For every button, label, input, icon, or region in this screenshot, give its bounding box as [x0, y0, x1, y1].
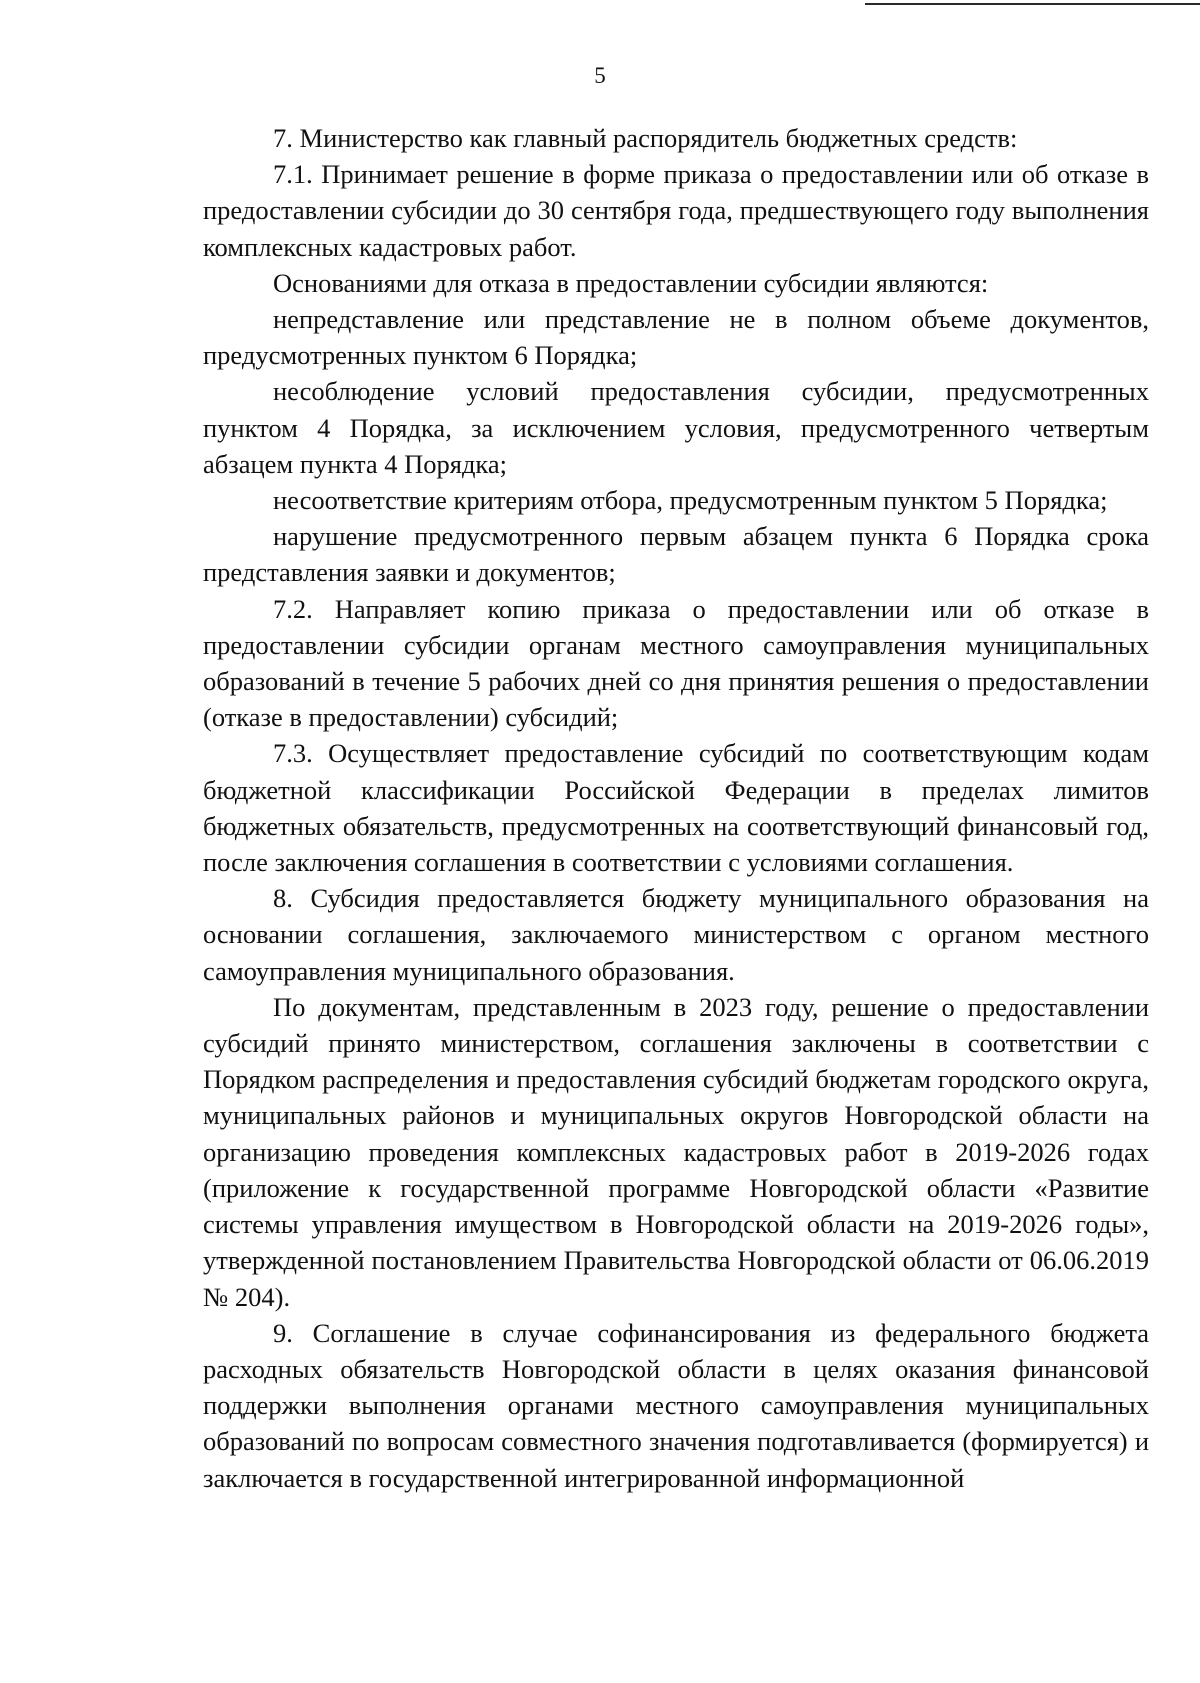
paragraph-7-1: 7.1. Принимает решение в форме приказа о предоставлении или об отказе в предоставлении субсидии до 30 сентября года, предшествующего году выполнения комплексных кадастровых работ. [203, 159, 1149, 262]
paragraph-8: 8. Субсидия предоставляется бюджету муниципального образования на основании соглашения, заключаемого министерством с органом местного самоуправления муниципального образования. [203, 883, 1149, 986]
scan-edge-line [865, 3, 1200, 5]
paragraph-ground-criteria: несоответствие критериям отбора, предусмотренным пунктом 5 Порядка; [273, 485, 1108, 516]
paragraph-7: 7. Министерство как главный распорядитель бюджетных средств: [273, 123, 1018, 153]
paragraph-2023-documents: По документам, представленным в 2023 году, решение о предоставлении субсидий принято министерством, соглашения заключены в соответствии с Порядком распределения и предоставления субсидий бюджетам городского округа, муниципальных районов и муниципальных округов Новгородской области на организацию проведения комплексных кадастровых работ в 2019-2026 годах (приложение к государственной программе Новгородской области «Развитие системы управления имуществом в Новгородской области на 2019-2026 годы», утвержденной постановлением Правительства Новгородской области от 06.06.2019 № 204). [203, 991, 1149, 1312]
paragraph-refusal-grounds: Основаниями для отказа в предоставлении субсидии являются: [273, 267, 989, 298]
paragraph-7-3: 7.3. Осуществляет предоставление субсидий по соответствующим кодам бюджетной классификации Российской Федерации в пределах лимитов бюджетных обязательств, предусмотренных на соответствующий финансовый год, после заключения соглашения в соответствии с условиями соглашения. [203, 738, 1149, 878]
paragraph-ground-conditions: несоблюдение условий предоставления субсидии, предусмотренных пунктом 4 Порядка, за исключением условия, предусмотренного четвертым абзацем пункта 4 Порядка; [203, 376, 1149, 479]
paragraph-9: 9. Соглашение в случае софинансирования из федерального бюджета расходных обязательств Новгородской области в целях оказания финансовой поддержки выполнения органами местного самоуправления муниципальных образований по вопросам совместного значения подготавливается (формируется) и заключается в государственной интегрированной информационной [203, 1317, 1149, 1493]
page-number: 5 [594, 63, 606, 88]
paragraph-ground-documents: непредставление или представление не в полном объеме документов, предусмотренных пунктом 6 Порядка; [203, 304, 1149, 371]
paragraph-ground-deadline: нарушение предусмотренного первым абзацем пункта 6 Порядка срока представления заявки и документов; [203, 521, 1149, 588]
paragraph-7-2: 7.2. Направляет копию приказа о предоставлении или об отказе в предоставлении субсидии органам местного самоуправления муниципальных образований в течение 5 рабочих дней со дня принятия решения о предоставлении (отказе в предоставлении) субсидий; [203, 593, 1149, 733]
document-body [203, 120, 1149, 1496]
